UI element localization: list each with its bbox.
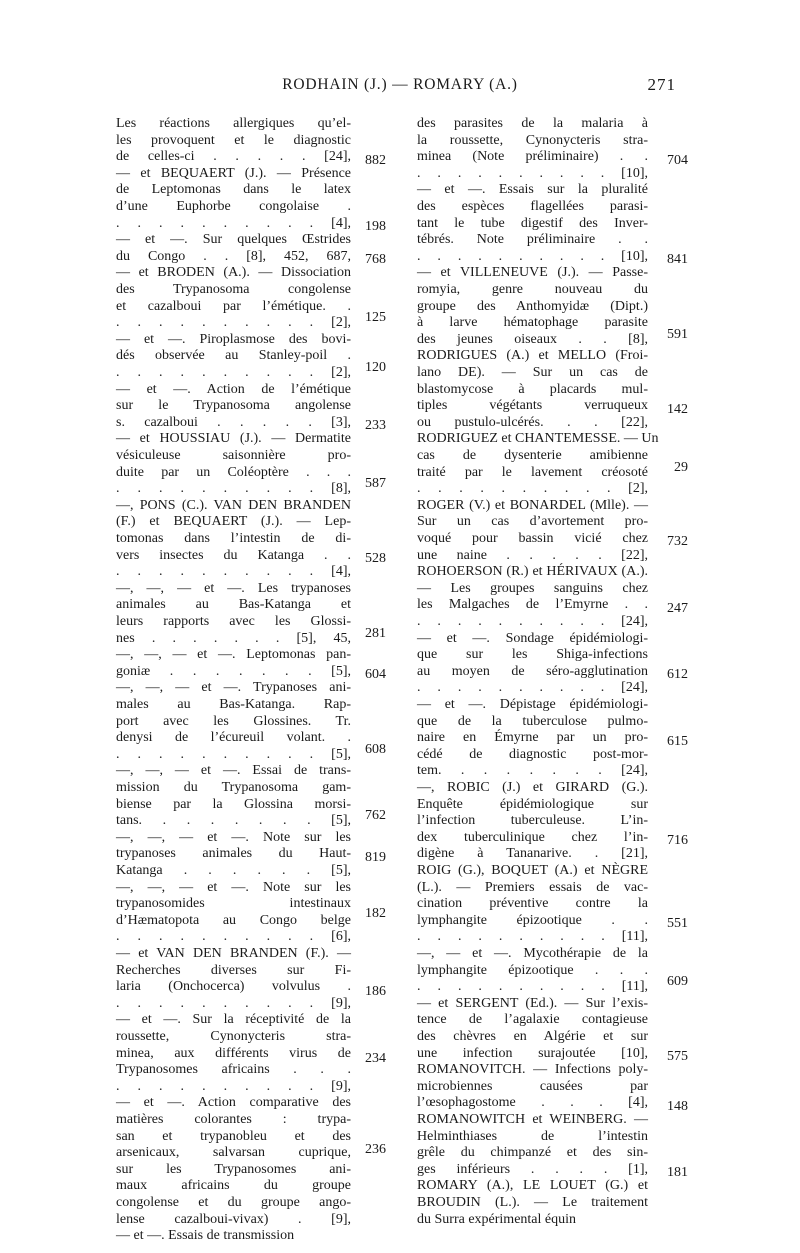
index-line: tomonas dans l’intestin de di- <box>116 531 351 546</box>
index-line: —, —, — et —. Note sur les <box>116 879 351 895</box>
index-line: —, —, — et —. Note sur les <box>116 829 351 845</box>
index-line: l’œsophagostome . . . [4], <box>417 1095 648 1111</box>
index-line: . . . . . . . . . . [24], <box>417 680 648 696</box>
index-line: sur les Trypanosomes ani- <box>116 1161 351 1177</box>
index-line: trypanosomides intestinaux <box>116 896 351 912</box>
index-line: Les réactions allergiques qu’el- <box>116 116 351 131</box>
index-line: au moyen de séro-agglutination <box>417 663 648 679</box>
index-line: ou pustulo-ulcérés. . . [22], <box>417 414 648 430</box>
index-line: — et VAN DEN BRANDEN (F.). — <box>116 946 351 961</box>
index-line: de celles-ci . . . . . [24], <box>116 149 351 165</box>
page-reference: 882 <box>365 152 386 168</box>
index-line: . . . . . . . . . . [5], <box>116 746 351 762</box>
index-line: port avec les Glossines. Tr. <box>116 713 351 729</box>
index-line: — et BEQUAERT (J.). — Présence <box>116 165 351 181</box>
page-reference: 575 <box>667 1048 688 1064</box>
index-line: nes . . . . . . . [5], 45, <box>116 630 351 646</box>
index-line: cédé de diagnostic post-mor- <box>417 746 648 762</box>
page-reference: 768 <box>365 252 386 268</box>
index-line: tiples végétants verruqueux <box>417 398 648 414</box>
index-line: la roussette, Cynonycteris stra- <box>417 132 648 148</box>
index-line: maux africains du groupe <box>116 1178 351 1194</box>
index-line: RODRIGUES (A.) et MELLO (Froi- <box>417 348 648 364</box>
index-line: roussette, Cynonycteris stra- <box>116 1029 351 1044</box>
index-line: d’une Euphorbe congolaise . <box>116 199 351 214</box>
index-line: traité par le lavement créosoté <box>417 464 648 480</box>
index-line: duite par un Coléoptère . . . <box>116 464 351 480</box>
index-line: microbiennes causées par <box>417 1078 648 1094</box>
index-line: — et —. Sur la réceptivité de la <box>116 1012 351 1028</box>
index-line: . . . . . . . . . . [8], <box>116 481 351 497</box>
page-number: 271 <box>647 75 676 94</box>
index-line: —, —, — et —. Essai de trans- <box>116 763 351 779</box>
index-line: que sur les Shiga-infections <box>417 647 648 663</box>
index-line: blastomycose à placards mul- <box>417 381 648 397</box>
index-line: laria (Onchocerca) volvulus . <box>116 979 351 995</box>
index-line: san et trypanobleu et des <box>116 1128 351 1144</box>
index-line: . . . . . . . . . . [9], <box>116 1078 351 1094</box>
page-reference: 234 <box>365 1050 386 1066</box>
index-line: les provoquent et le diagnostic <box>116 132 351 148</box>
index-line: grêle du chimpanzé et des sin- <box>417 1145 648 1161</box>
index-line: groupe des Anthomyidæ (Dipt.) <box>417 298 648 314</box>
index-line: BROUDIN (L.). — Le traitement <box>417 1195 648 1210</box>
page-reference: 587 <box>365 476 386 492</box>
page-reference: 528 <box>365 550 386 566</box>
page-reference: 591 <box>667 326 688 342</box>
index-line: . . . . . . . . . . [2], <box>417 481 648 497</box>
index-line: leurs rapports avec les Glossi- <box>116 614 351 629</box>
page-reference: 615 <box>667 733 688 749</box>
index-line: . . . . . . . . . . [24], <box>417 614 648 629</box>
index-line: sur le Trypanosoma angolense <box>116 398 351 414</box>
index-line: des Trypanosoma congolense <box>116 282 351 297</box>
index-line: . . . . . . . . . . [6], <box>116 929 351 945</box>
index-line: des chèvres en Algérie et sur <box>417 1029 648 1044</box>
page-reference: 186 <box>365 984 386 1000</box>
page-reference: 609 <box>667 974 688 990</box>
index-line: minea, aux différents virus de <box>116 1045 351 1061</box>
index-line: s. cazalboui . . . . . [3], <box>116 414 351 430</box>
page-reference: 841 <box>667 252 688 268</box>
index-line: ROHOERSON (R.) et HÉRIVAUX (A.). <box>417 564 648 580</box>
index-line: Katanga . . . . . . [5], <box>116 863 351 878</box>
index-line: . . . . . . . . . . [4], <box>116 564 351 580</box>
index-line: Sur un cas d’avortement pro- <box>417 514 648 530</box>
index-line: cination préventive contre la <box>417 896 648 912</box>
index-line: . . . . . . . . . . [2], <box>116 315 351 331</box>
index-line: congolense et du groupe ango- <box>116 1195 351 1210</box>
page-reference: 148 <box>667 1098 688 1114</box>
index-line: lense cazalboui-vivax) . [9], <box>116 1211 351 1227</box>
index-line: . . . . . . . . . . [4], <box>116 215 351 231</box>
index-line: ROMANOVITCH. — Infections poly- <box>417 1062 648 1078</box>
index-line: denysi de l’écureuil volant. . <box>116 730 351 746</box>
index-line: (L.). — Premiers essais de vac- <box>417 879 648 895</box>
index-line: des espèces flagellées parasi- <box>417 199 648 214</box>
index-line: du Surra expérimental équin <box>417 1211 577 1227</box>
page-reference: 247 <box>667 600 688 616</box>
page-reference: 608 <box>365 741 386 757</box>
index-line: une infection surajoutée [10], <box>417 1045 648 1061</box>
index-line: des jeunes oiseaux . . [8], <box>417 331 648 347</box>
page-reference: 233 <box>365 418 386 434</box>
index-line: tébrés. Note préliminaire . . <box>417 232 648 248</box>
index-line: tans. . . . . . . . [5], <box>116 813 351 829</box>
index-line: d’Hæmatopota au Congo belge <box>116 912 351 928</box>
index-line: des parasites de la malaria à <box>417 116 648 131</box>
index-line: Trypanosomes africains . . . <box>116 1062 351 1078</box>
index-line: matières colorantes : trypa- <box>116 1112 351 1127</box>
index-line: trypanoses animales du Haut- <box>116 846 351 862</box>
page-reference: 704 <box>667 152 688 168</box>
index-line: —, — et —. Mycothérapie de la <box>417 946 648 961</box>
index-line: Recherches diverses sur Fi- <box>116 962 351 978</box>
page-reference: 819 <box>365 849 386 865</box>
index-line: animales au Bas-Katanga et <box>116 597 351 613</box>
index-line: —, —, — et —. Les trypanoses <box>116 580 351 596</box>
index-line: vers insectes du Katanga . . <box>116 547 351 563</box>
page-reference: 762 <box>365 808 386 824</box>
index-line: (F.) et BEQUAERT (J.). — Lep- <box>116 514 351 530</box>
index-line: mission du Trypanosoma gam- <box>116 780 351 795</box>
index-line: l’infection tuberculeuse. L’in- <box>417 813 648 829</box>
index-line: — et —. Action de l’émétique <box>116 381 351 397</box>
index-line: ges inférieurs . . . . [1], <box>417 1161 648 1177</box>
index-line: tant le tube digestif des Inver- <box>417 215 648 231</box>
index-line: . . . . . . . . . . [9], <box>116 995 351 1011</box>
index-line: — et —. Action comparative des <box>116 1095 351 1111</box>
index-line: — et VILLENEUVE (J.). — Passe- <box>417 265 648 281</box>
index-line: —, ROBIC (J.) et GIRARD (G.). <box>417 780 648 795</box>
index-line: les Malgaches de l’Emyrne . . <box>417 597 648 613</box>
index-line: et cazalboui par l’émétique. . <box>116 298 351 314</box>
index-line: —, PONS (C.). VAN DEN BRANDEN <box>116 497 351 513</box>
page-reference: 125 <box>365 310 386 326</box>
index-line: arsenicaux, salvarsan cuprique, <box>116 1145 351 1161</box>
running-head: RODHAIN (J.) — ROMARY (A.) <box>282 76 518 93</box>
index-line: que de la tuberculose pulmo- <box>417 713 648 729</box>
index-line: . . . . . . . . . . [2], <box>116 365 351 380</box>
page-reference: 732 <box>667 534 688 550</box>
page-reference: 182 <box>365 906 386 922</box>
index-line: . . . . . . . . . . [11], <box>417 979 648 995</box>
page-header <box>0 70 800 100</box>
index-line: voqué pour bassin vicié chez <box>417 531 648 546</box>
index-line: digène à Tananarive. . [21], <box>417 846 648 862</box>
index-line: romyia, genre nouveau du <box>417 282 648 297</box>
index-line: vésiculeuse saisonnière pro- <box>116 448 351 463</box>
index-line: dex tuberculinique chez l’in- <box>417 829 648 845</box>
index-line: — Les groupes sanguins chez <box>417 580 648 596</box>
index-line: —, —, — et —. Trypanoses ani- <box>116 680 351 696</box>
index-line: tence de l’agalaxie contagieuse <box>417 1012 648 1028</box>
index-line: ROMARY (A.), LE LOUET (G.) et <box>417 1178 648 1194</box>
index-line: une naine . . . . . [22], <box>417 547 648 563</box>
page-reference: 716 <box>667 833 688 849</box>
index-line: . . . . . . . . . . [11], <box>417 929 648 945</box>
index-line: à larve hématophage parasite <box>417 315 648 331</box>
page-reference: 29 <box>674 459 688 475</box>
index-line: —, —, — et —. Leptomonas pan- <box>116 647 351 663</box>
page-reference: 612 <box>667 667 688 683</box>
index-line: dés observée au Stanley-poil . <box>116 348 351 364</box>
index-line: lymphangite épizootique . . . <box>417 962 648 978</box>
index-line: naire en Émyrne par un pro- <box>417 730 648 746</box>
index-line: de Leptomonas dans le latex <box>116 182 351 198</box>
page-reference: 236 <box>365 1141 386 1157</box>
index-line: RODRIGUEZ et CHANTEMESSE. — Un <box>417 431 659 447</box>
page-reference: 604 <box>365 667 386 683</box>
index-line: du Congo . . [8], 452, 687, <box>116 248 351 264</box>
page-reference: 198 <box>365 218 386 234</box>
page-reference: 551 <box>667 916 688 932</box>
index-line: — et HOUSSIAU (J.). — Dermatite <box>116 431 351 447</box>
index-line: . . . . . . . . . . [10], <box>417 248 648 264</box>
index-line: goniæ . . . . . . . [5], <box>116 663 351 679</box>
index-line: biense par la Glossina morsi- <box>116 796 351 812</box>
page-reference: 281 <box>365 625 386 641</box>
page-reference: 142 <box>667 401 688 417</box>
index-line: — et —. Essais sur la pluralité <box>417 182 648 198</box>
index-line: . . . . . . . . . . [10], <box>417 165 648 181</box>
page-reference: 120 <box>365 360 386 376</box>
index-line: lano DE). — Sur un cas de <box>417 365 648 380</box>
index-line: — et —. Sur quelques Œstrides <box>116 232 351 248</box>
index-line: lymphangite épizootique . . <box>417 912 648 928</box>
index-line: Enquête épidémiologique sur <box>417 796 648 812</box>
index-line: — et —. Piroplasmose des bovi- <box>116 331 351 347</box>
index-line: ROMANOWITCH et WEINBERG. — <box>417 1112 648 1127</box>
index-line: — et BRODEN (A.). — Dissociation <box>116 265 351 281</box>
index-line: — et —. Dépistage épidémiologi- <box>417 697 648 712</box>
index-line: minea (Note préliminaire) . . <box>417 149 648 165</box>
index-line: Helminthiases de l’intestin <box>417 1128 648 1144</box>
index-line: males au Bas-Katanga. Rap- <box>116 697 351 712</box>
index-line: — et —. Essais de transmission <box>116 1228 295 1244</box>
index-line: ROGER (V.) et BONARDEL (Mlle). — <box>417 497 648 513</box>
index-line: tem. . . . . . . . [24], <box>417 763 648 779</box>
index-line: — et —. Sondage épidémiologi- <box>417 630 648 646</box>
index-line: ROIG (G.), BOQUET (A.) et NÈGRE <box>417 863 648 878</box>
index-line: — et SERGENT (Ed.). — Sur l’exis- <box>417 995 648 1011</box>
page-reference: 181 <box>667 1165 688 1181</box>
index-line: cas de dysenterie amibienne <box>417 448 648 463</box>
